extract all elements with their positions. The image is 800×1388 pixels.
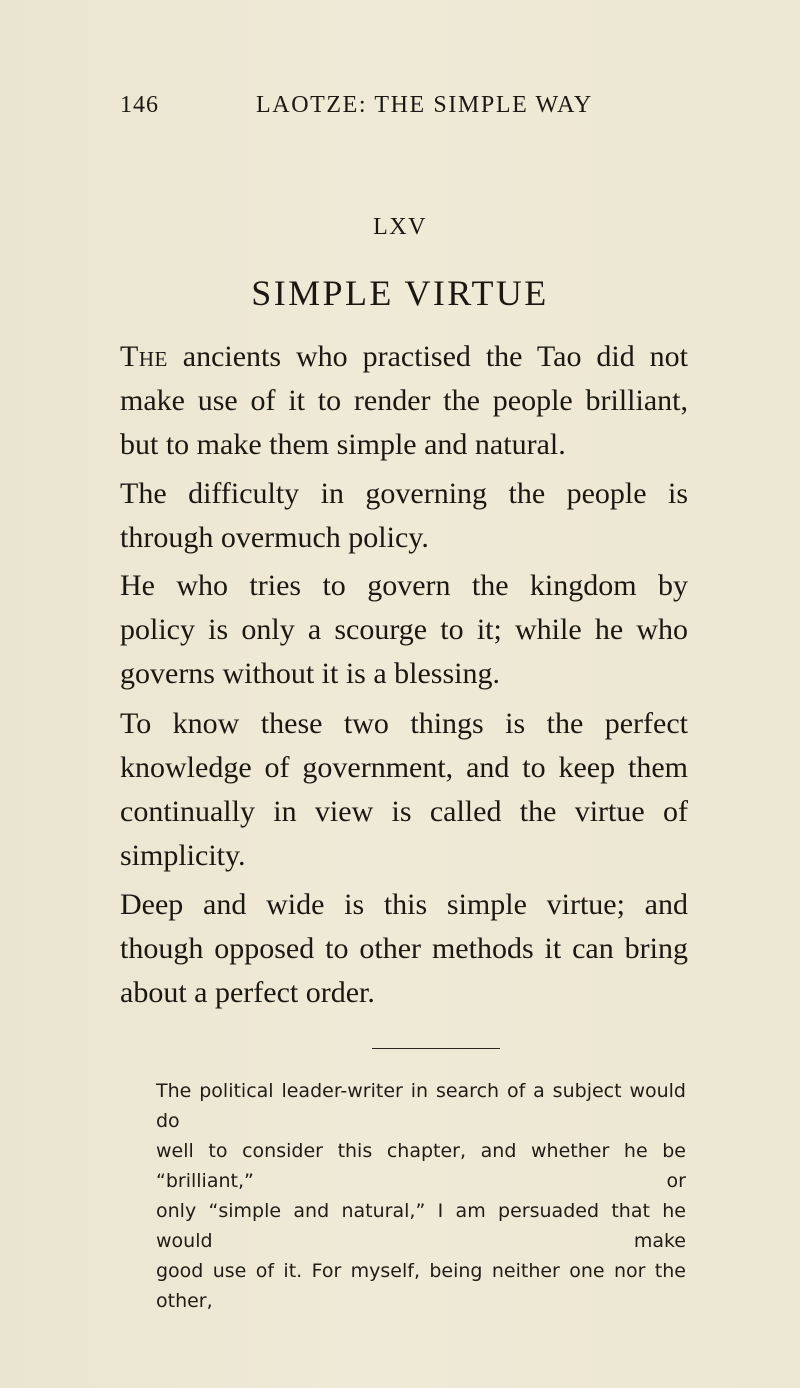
chapter-number: LXV — [373, 214, 427, 240]
paragraph-line: though opposed to other methods it can bring — [120, 932, 688, 965]
paragraph-line: The difficulty in governing the people is — [120, 477, 688, 510]
footnote-line: well to consider this chapter, and whether he be “brilliant,” or — [156, 1140, 686, 1192]
paragraph-line: about a perfect order. — [120, 976, 375, 1009]
footnote-divider — [372, 1048, 500, 1049]
paragraph-line: Deep and wide is this simple virtue; and — [120, 888, 688, 921]
paragraph-line: To know these two things is the perfect — [120, 707, 688, 740]
paragraph-3 — [120, 564, 688, 696]
paragraph-4 — [120, 702, 688, 878]
paragraph-line: ancients who practised the Tao did not — [167, 340, 688, 373]
footnote-line: good use of it. For myself, being neither one nor the other, — [156, 1260, 686, 1312]
paragraph-line: governs without it is a blessing. — [120, 657, 500, 690]
paragraph-line: knowledge of government, and to keep them — [120, 751, 688, 784]
chapter-title: SIMPLE VIRTUE — [251, 273, 549, 313]
page-number: 146 — [120, 92, 159, 118]
paragraph-line: continually in view is called the virtue of — [120, 795, 688, 828]
paragraph-line: policy is only a scourge to it; while he who — [120, 613, 688, 646]
paragraph-lead-word: The — [120, 340, 168, 373]
paragraph-1 — [120, 335, 688, 467]
paragraph-line: but to make them simple and natural. — [120, 428, 566, 461]
paragraph-line: He who tries to govern the kingdom by — [120, 569, 688, 602]
footnote — [156, 1076, 686, 1316]
running-head — [120, 92, 680, 132]
footnote-line: The political leader-writer in search of a subject would do — [156, 1080, 686, 1132]
paragraph-line: make use of it to render the people brilliant, — [120, 384, 688, 417]
paragraph-2 — [120, 472, 688, 560]
running-title: LAOTZE: THE SIMPLE WAY — [256, 92, 593, 118]
paragraph-5 — [120, 883, 688, 1015]
paragraph-line: through overmuch policy. — [120, 521, 429, 554]
paragraph-line: simplicity. — [120, 839, 246, 872]
footnote-line: only “simple and natural,” I am persuaded that he would make — [156, 1200, 686, 1252]
